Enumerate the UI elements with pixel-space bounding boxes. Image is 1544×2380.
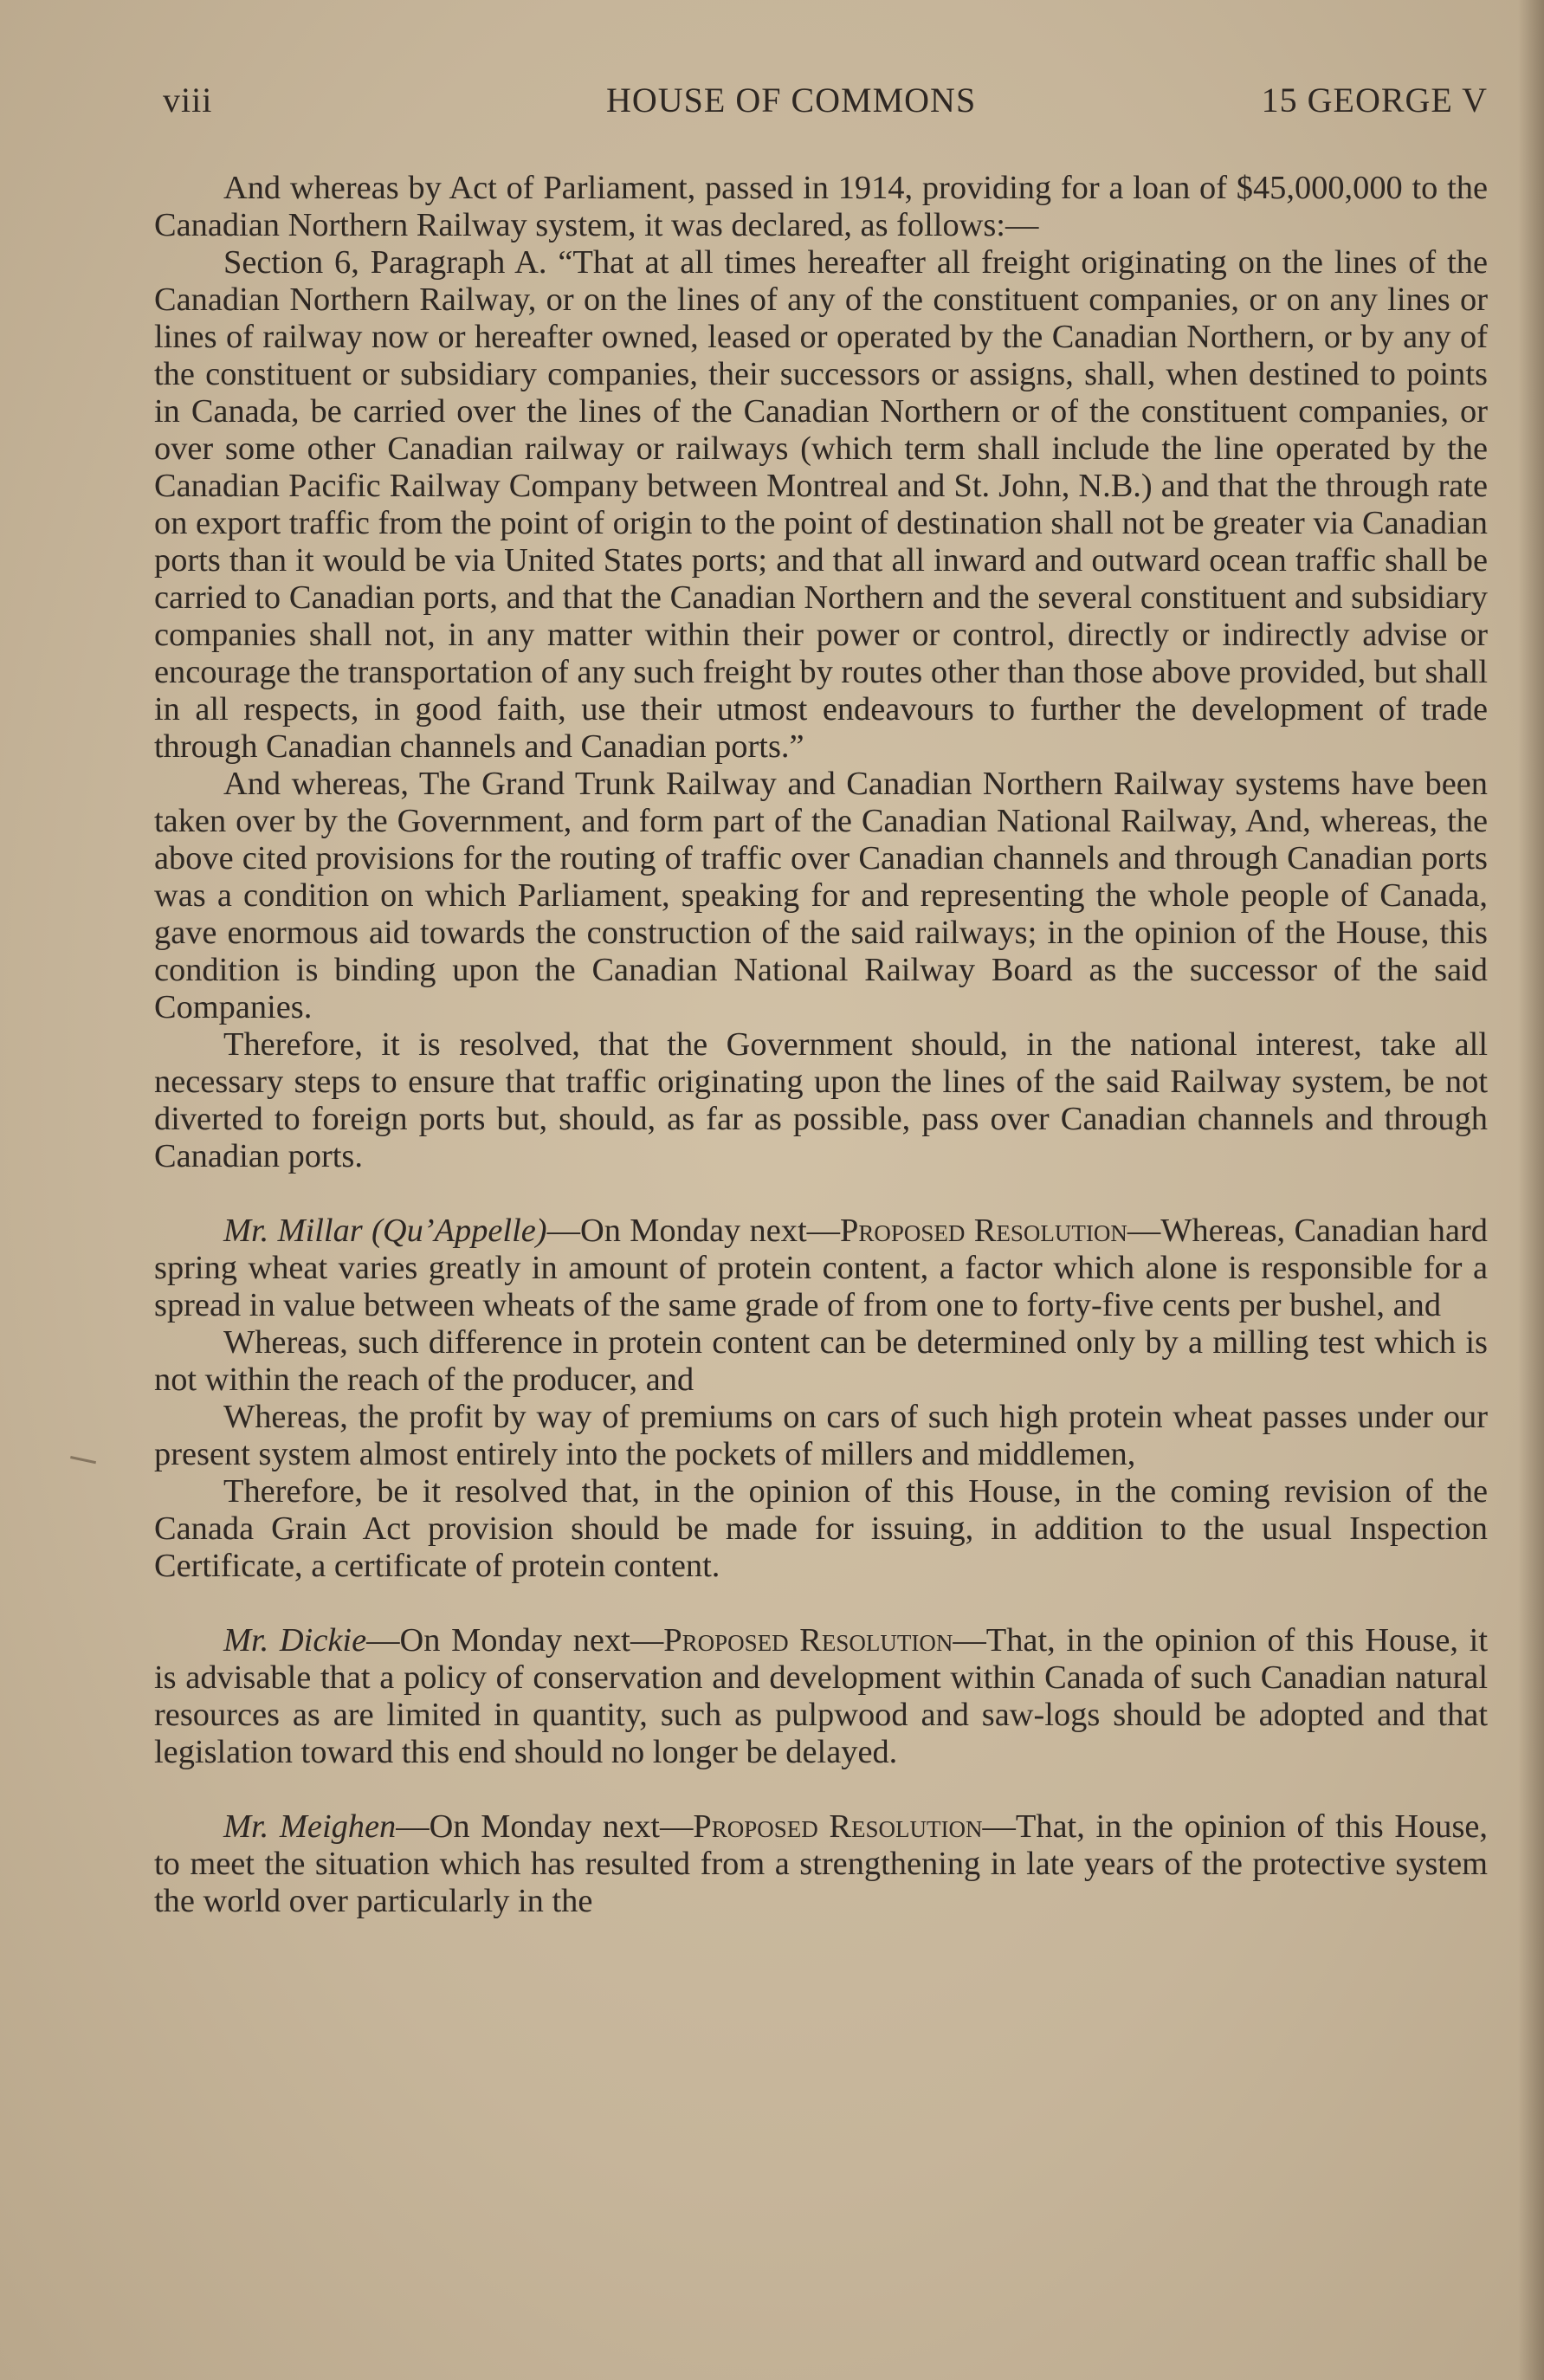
- page-edge-shadow: [1518, 0, 1544, 2380]
- margin-mark: [68, 1456, 96, 1472]
- page-body: [154, 170, 1488, 1920]
- paragraph-therefore: Therefore, it is resolved, that the Government should, in the national interest, take all necessary steps to ensure that traffic originating upon the lines of the said Railway system, be not diverted to foreign ports but, should, as far as possible, pass over Canadian channels and through Canadian ports.: [154, 1026, 1488, 1174]
- running-header: [163, 80, 1488, 132]
- millar-clause: Therefore, be it resolved that, in the opinion of this House, in the coming revision of the Canada Grain Act provision should be made for issuing, in addition to the usual Inspection Certificate, a certificate of protein content.: [154, 1473, 1488, 1584]
- member-name: Mr. Meighen: [223, 1808, 397, 1845]
- notice-millar: [154, 1213, 1488, 1324]
- paragraph-loan-act: And whereas by Act of Parliament, passed in 1914, providing for a loan of $45,000,000 to the Canadian Northern Railway system, it was declared, as follows:—: [154, 170, 1488, 243]
- header-title: HOUSE OF COMMONS: [606, 81, 977, 120]
- resolution-lead: Whereas, Canadian hard spring wheat varies greatly in amount of protein content, a factor which alone is responsible for a spread in value between wheats of the same grade of from one to forty-five cents per bushel, and: [154, 1213, 1488, 1323]
- millar-clause: Whereas, such difference in protein content can be determined only by a milling test which is not within the reach of the producer, and: [154, 1324, 1488, 1398]
- proposed-resolution-label: Proposed Resolution: [840, 1213, 1127, 1249]
- millar-clause: Whereas, the profit by way of premiums on cars of such high protein wheat passes under our present system almost entirely into the pockets of millers and middlemen,: [154, 1399, 1488, 1472]
- proposed-resolution-label: Proposed Resolution: [663, 1622, 953, 1659]
- proposed-resolution-label: Proposed Resolution: [693, 1808, 983, 1845]
- member-name: Mr. Dickie: [223, 1622, 367, 1659]
- resolution-text: —That, in the opinion of this House, to meet the situation which has resulted from a strengthening in late years of the protective system the world over particularly in the: [154, 1808, 1489, 1919]
- notice-dickie: [154, 1622, 1488, 1771]
- paragraph-grand-trunk: And whereas, The Grand Trunk Railway and Canadian Northern Railway systems have been taken over by the Government, and form part of the Canadian National Railway, And, whereas, the above cited provisions for the routing of traffic over Canadian channels and through Canadian ports was a condition on which Parliament, speaking for and representing the whole people of Canada, gave enormous aid towards the construction of the said railways; in the opinion of the House, this condition is binding upon the Canadian National Railway Board as the successor of the said Companies.: [154, 766, 1488, 1025]
- member-name: Mr. Millar (Qu’Appelle): [223, 1213, 547, 1249]
- notice-meighen: [154, 1808, 1488, 1920]
- notice-intro: —On Monday next—: [396, 1808, 694, 1845]
- label-dash: —: [1127, 1213, 1161, 1249]
- paragraph-section-6: Section 6, Paragraph A. “That at all times hereafter all freight originating on the lines of the Canadian Northern Railway, or on the lines of any of the constituent companies, or on any lines or lines of railway now or hereafter owned, leased or operated by the Canadian Northern, or by any of the constituent or subsidiary companies, their successors or assigns, shall, when destined to points in Canada, be carried over the lines of the Canadian Northern or of the constituent companies, or over some other Canadian railway or railways (which term shall include the line operated by the Canadian Pacific Railway Company between Montreal and St. John, N.B.) and that the through rate on export traffic from the point of origin to the point of destination shall not be greater via Canadian ports than it would be via United States ports; and that all inward and outward ocean traffic shall be carried to Canadian ports, and that the Canadian Northern and the several constituent and subsidiary companies shall not, in any matter within their power or control, directly or indirectly advise or encourage the transportation of any such freight by routes other than those above provided, but shall in all respects, in good faith, use their utmost endeavours to further the development of trade through Canadian channels and Canadian ports.”: [154, 244, 1488, 765]
- regnal-year: 15 GEORGE V: [1261, 81, 1488, 120]
- resolution-text: —That, in the opinion of this House, it is advisable that a policy of conservation and development within Canada of such Canadian natural resources as are limited in quantity, such as pulpwood and saw-logs should be adopted and that legislation toward this end should no longer be delayed.: [154, 1622, 1488, 1770]
- notice-intro: —On Monday next—: [366, 1622, 664, 1659]
- notice-intro: —On Monday next—: [546, 1213, 841, 1249]
- page-number: viii: [163, 81, 213, 120]
